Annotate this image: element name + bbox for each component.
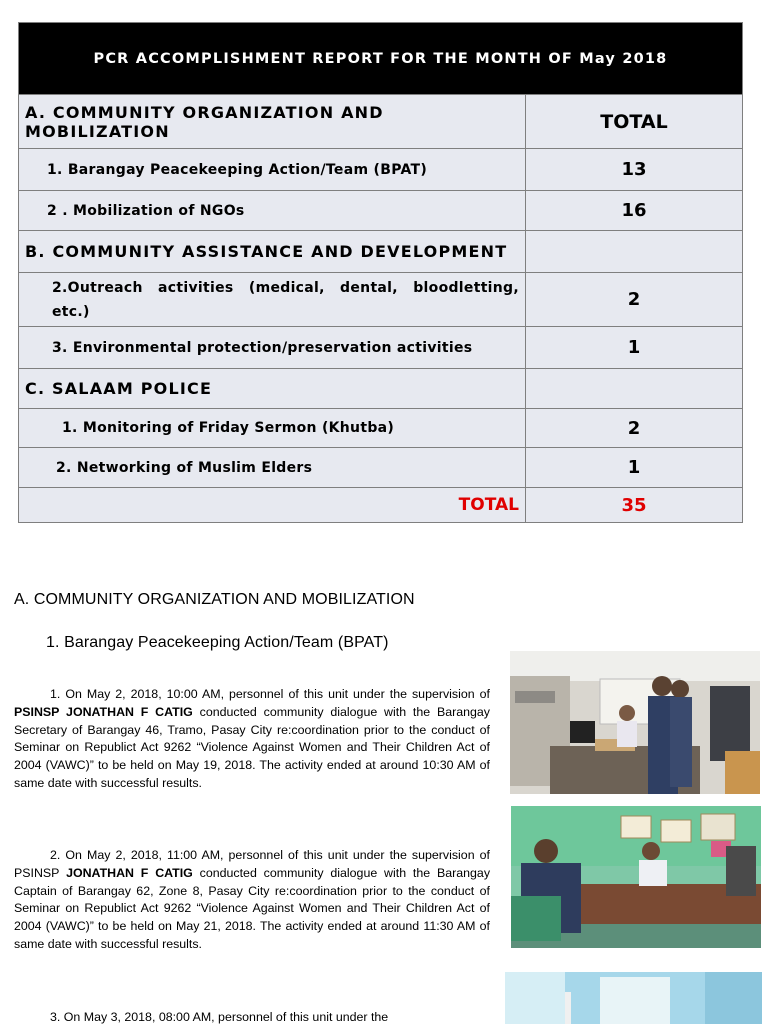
row-value-friday-sermon: 2: [526, 409, 743, 448]
row-value-outreach: 2: [526, 273, 743, 327]
paragraph-1: [14, 686, 490, 793]
office-dialogue-photo-1: [510, 651, 760, 794]
paragraph-1-lead: 1. On May 2, 2018, 10:00 AM, personnel of this unit under the supervision of: [50, 687, 490, 701]
paragraph-1-rest: conducted community dialogue with the Barangay Secretary of Barangay 46, Tramo, Pasay City re:coordination prior to the conduct of Seminar on Republict Act 9262 “Violence Against Women and Their Children Act of 2004 (VAWC)” to be held on May 19, 2018. The activity ended at around 10:30 AM of same date with successful results.: [14, 704, 490, 790]
section-b-heading: B. COMMUNITY ASSISTANCE AND DEVELOPMENT: [19, 231, 526, 273]
section-c-heading: C. SALAAM POLICE: [19, 369, 526, 409]
row-value-environmental: 1: [526, 327, 743, 369]
paragraph-3: [14, 1009, 490, 1027]
row-value-ngos: 16: [526, 191, 743, 231]
grand-total-label: TOTAL: [19, 488, 526, 523]
subsection-heading: 1. Barangay Peacekeeping Action/Team (BPAT): [46, 634, 389, 651]
row-label-environmental: 3. Environmental protection/preservation activities: [19, 327, 526, 369]
total-column-header: TOTAL: [526, 95, 743, 149]
section-heading: A. COMMUNITY ORGANIZATION AND MOBILIZATION: [14, 591, 415, 608]
row-label-outreach: 2.Outreach activities (medical, dental, bloodletting, etc.): [19, 273, 526, 327]
paragraph-3-lead: 3. On May 3, 2018, 08:00 AM, personnel of this unit under the: [50, 1010, 389, 1024]
section-c-total-cell: [526, 369, 743, 409]
paragraph-2: [14, 847, 490, 954]
paragraph-1-officer: PSINSP JONATHAN F CATIG: [14, 704, 193, 719]
report-title: PCR ACCOMPLISHMENT REPORT FOR THE MONTH OF May 2018: [19, 23, 743, 95]
paragraph-2-lead: 2. On May 2, 2018, 11:00 AM, personnel of this unit under the supervision of PSINSP: [14, 848, 490, 880]
row-value-bpat: 13: [526, 149, 743, 191]
grand-total-value: 35: [526, 488, 743, 523]
office-corridor-photo-3: [505, 972, 762, 1024]
row-label-ngos: 2 . Mobilization of NGOs: [19, 191, 526, 231]
paragraph-2-rest: conducted community dialogue with the Barangay Captain of Barangay 62, Zone 8, Pasay City re:coordination prior to the conduct of Seminar on Republict Act 9262 “Violence Against Women and Their Children Act of 2004 (VAWC)” to be held on May 21, 2018. The activity ended at around 11:30 AM of same date with successful results.: [14, 865, 491, 951]
row-label-friday-sermon: 1. Monitoring of Friday Sermon (Khutba): [19, 409, 526, 448]
row-label-muslim-elders: 2. Networking of Muslim Elders: [19, 448, 526, 488]
row-label-bpat: 1. Barangay Peacekeeping Action/Team (BPAT): [19, 149, 526, 191]
row-value-muslim-elders: 1: [526, 448, 743, 488]
office-dialogue-photo-2: [511, 806, 761, 948]
section-a-heading: A. COMMUNITY ORGANIZATION AND MOBILIZATION: [19, 95, 526, 149]
accomplishment-report-table: [18, 22, 743, 523]
section-b-total-cell: [526, 231, 743, 273]
paragraph-2-officer: JONATHAN F CATIG: [66, 865, 193, 880]
